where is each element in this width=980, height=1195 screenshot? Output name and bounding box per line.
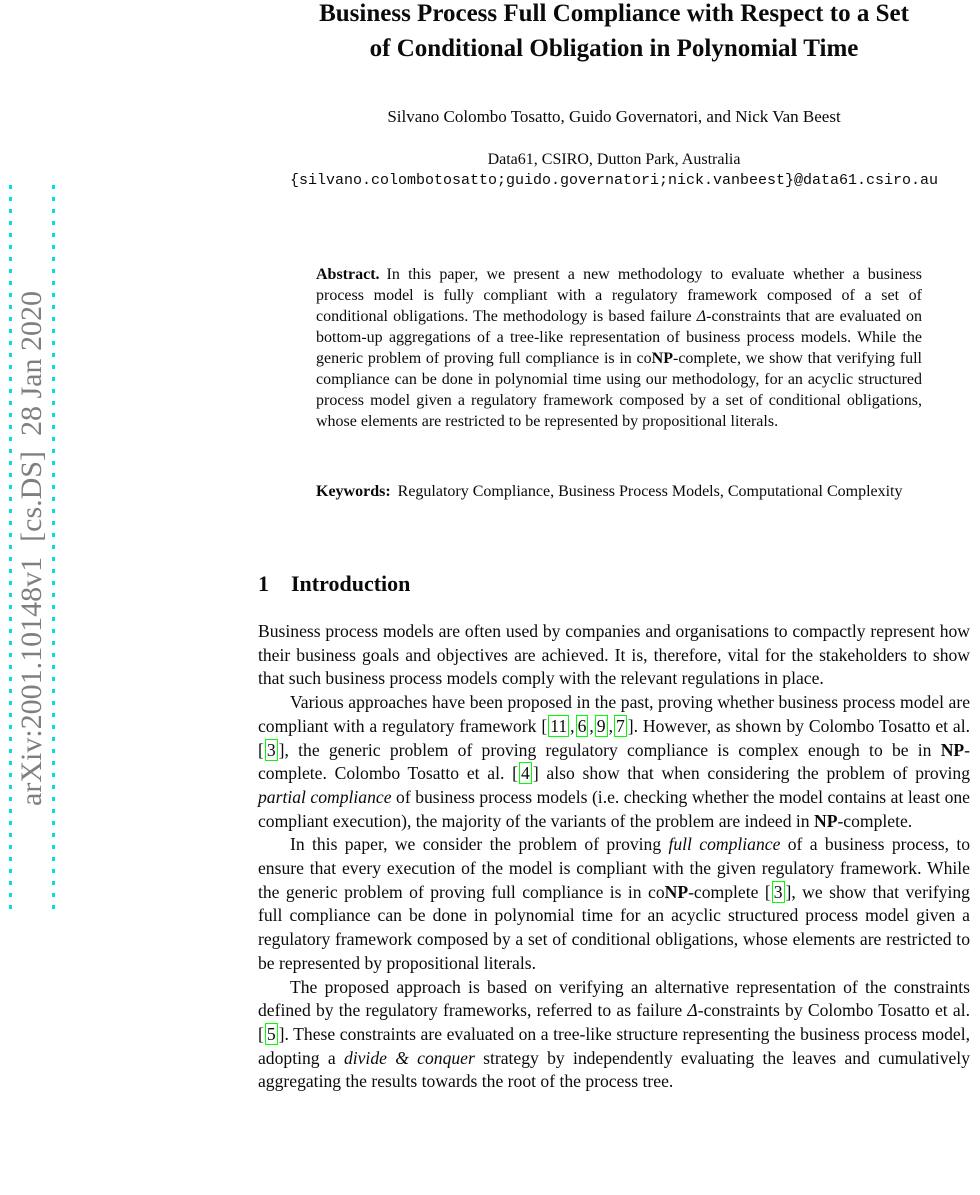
text-segment: ], we show that verifying full compliance can be done in polynomial time for an acyclic structured process model given a regulatory framework composed by a set of conditional obligations, whose elements are restricted to be represented by propositional literals. — [258, 881, 970, 973]
text-segment: , — [608, 715, 613, 736]
citation-link[interactable]: 3 — [266, 739, 276, 760]
section-heading — [258, 570, 970, 598]
citation-link[interactable]: 7 — [615, 715, 625, 736]
text-segment: , — [589, 715, 594, 736]
text-segment: NP — [651, 350, 673, 367]
text-segment: partial compliance — [258, 786, 392, 807]
keywords — [258, 481, 970, 502]
text-segment: Business process models are often used by companies and organisations to compactly represent how their business goals and objectives are achieved. It is, therefore, vital for the stakeholders to show that such business process models comply with the relevant regulations in place. — [258, 621, 970, 689]
text-segment: of a business process, to ensure that every execution of the model is compliant with the given regulatory framework. While the generic problem of proving full compliance is in co — [258, 834, 971, 902]
text-segment: -complete. Colombo Tosatto et al. [ — [258, 739, 970, 784]
citation-link[interactable]: 9 — [596, 715, 606, 736]
arxiv-watermark — [8, 185, 56, 912]
citation-link[interactable]: 5 — [266, 1023, 276, 1044]
text-segment: ], the generic problem of proving regulatory compliance is complex enough to be in — [278, 739, 941, 760]
text-segment: In this paper, we consider the problem of proving — [290, 834, 669, 855]
paragraph — [258, 976, 970, 1095]
text-segment: ]. However, as shown by Colombo Tosatto et al. [ — [258, 715, 971, 760]
citation-link[interactable]: 11 — [550, 715, 568, 736]
paper-title-line-2: of Conditional Obligation in Polynomial Time — [369, 35, 859, 62]
paper-email: {silvano.colombotosatto;guido.governatori;nick.vanbeest}@data61.csiro.au — [289, 172, 939, 189]
paper-affiliation: Data61, CSIRO, Dutton Park, Australia — [487, 151, 741, 168]
text-segment: -constraints that are evaluated on bottom-up aggregations of a tree-like representation of business process models. While the generic problem of proving full compliance is in co — [316, 308, 923, 367]
abstract-label: Abstract. — [316, 266, 380, 283]
paper-title — [258, 0, 970, 66]
text-segment: of business process models (i.e. checking whether the model contains at least one compliant execution), the majority of the variants of the problem are indeed in — [258, 786, 970, 831]
text-segment: ] also show that when considering the problem of proving — [532, 763, 970, 784]
text-segment: NP — [940, 739, 965, 760]
keywords-label: Keywords: — [316, 483, 391, 500]
paragraph — [258, 620, 970, 691]
text-segment: -complete [ — [688, 881, 771, 902]
arxiv-identifier: arXiv:2001.10148v1 [cs.DS] 28 Jan 2020 — [15, 291, 48, 806]
section-title: Introduction — [291, 571, 411, 596]
text-segment: Δ — [687, 1000, 698, 1021]
section-number: 1 — [258, 571, 269, 596]
text-segment: ]. These constraints are evaluated on a tree-like structure representing the business process model, adopting a — [258, 1023, 970, 1068]
citation-link[interactable]: 4 — [521, 763, 530, 784]
paper-authors: Silvano Colombo Tosatto, Guido Governatori, and Nick Van Beest — [387, 107, 841, 126]
abstract — [258, 264, 970, 432]
citation-link[interactable]: 3 — [773, 881, 783, 902]
paragraph — [258, 691, 970, 833]
paper-title-line-1: Business Process Full Compliance with Respect to a Set — [319, 0, 909, 27]
text-segment: The proposed approach is based on verifying an alternative representation of the constraints defined by the regulatory frameworks, referred to as failure — [258, 976, 970, 1021]
text-segment: full compliance — [668, 834, 781, 855]
text-segment: Δ — [696, 308, 707, 325]
abstract-text — [316, 266, 922, 430]
introduction-body — [258, 620, 970, 1094]
text-segment: In this paper, we present a new methodology to evaluate whether a business process model is fully compliant with a regulatory framework composed of a set of conditional obligations. The methodology is based failure — [316, 266, 922, 325]
text-segment: -complete, we show that verifying full compliance can be done in polynomial time using our methodology, for an acyclic structured process model given a regulatory framework composed by a set of conditional obligations, whose elements are restricted to be represented by propositional literals. — [316, 350, 923, 430]
text-segment: strategy by independently evaluating the leaves and cumulatively aggregating the results towards the root of the process tree. — [258, 1047, 970, 1092]
text-segment: NP — [813, 810, 838, 831]
text-segment: , — [570, 715, 575, 736]
keywords-text: Regulatory Compliance, Business Process Models, Computational Complexity — [397, 483, 903, 500]
text-segment: NP — [664, 881, 689, 902]
citation-link[interactable]: 6 — [577, 715, 587, 736]
text-segment: Various approaches have been proposed in the past, proving whether business process model are compliant with a regulatory framework [ — [258, 692, 970, 736]
text-segment: divide & conquer — [343, 1047, 475, 1068]
paragraph — [258, 833, 970, 975]
text-segment: -complete. — [837, 810, 913, 831]
text-segment: -constraints by Colombo Tosatto et al. [ — [258, 1000, 970, 1044]
